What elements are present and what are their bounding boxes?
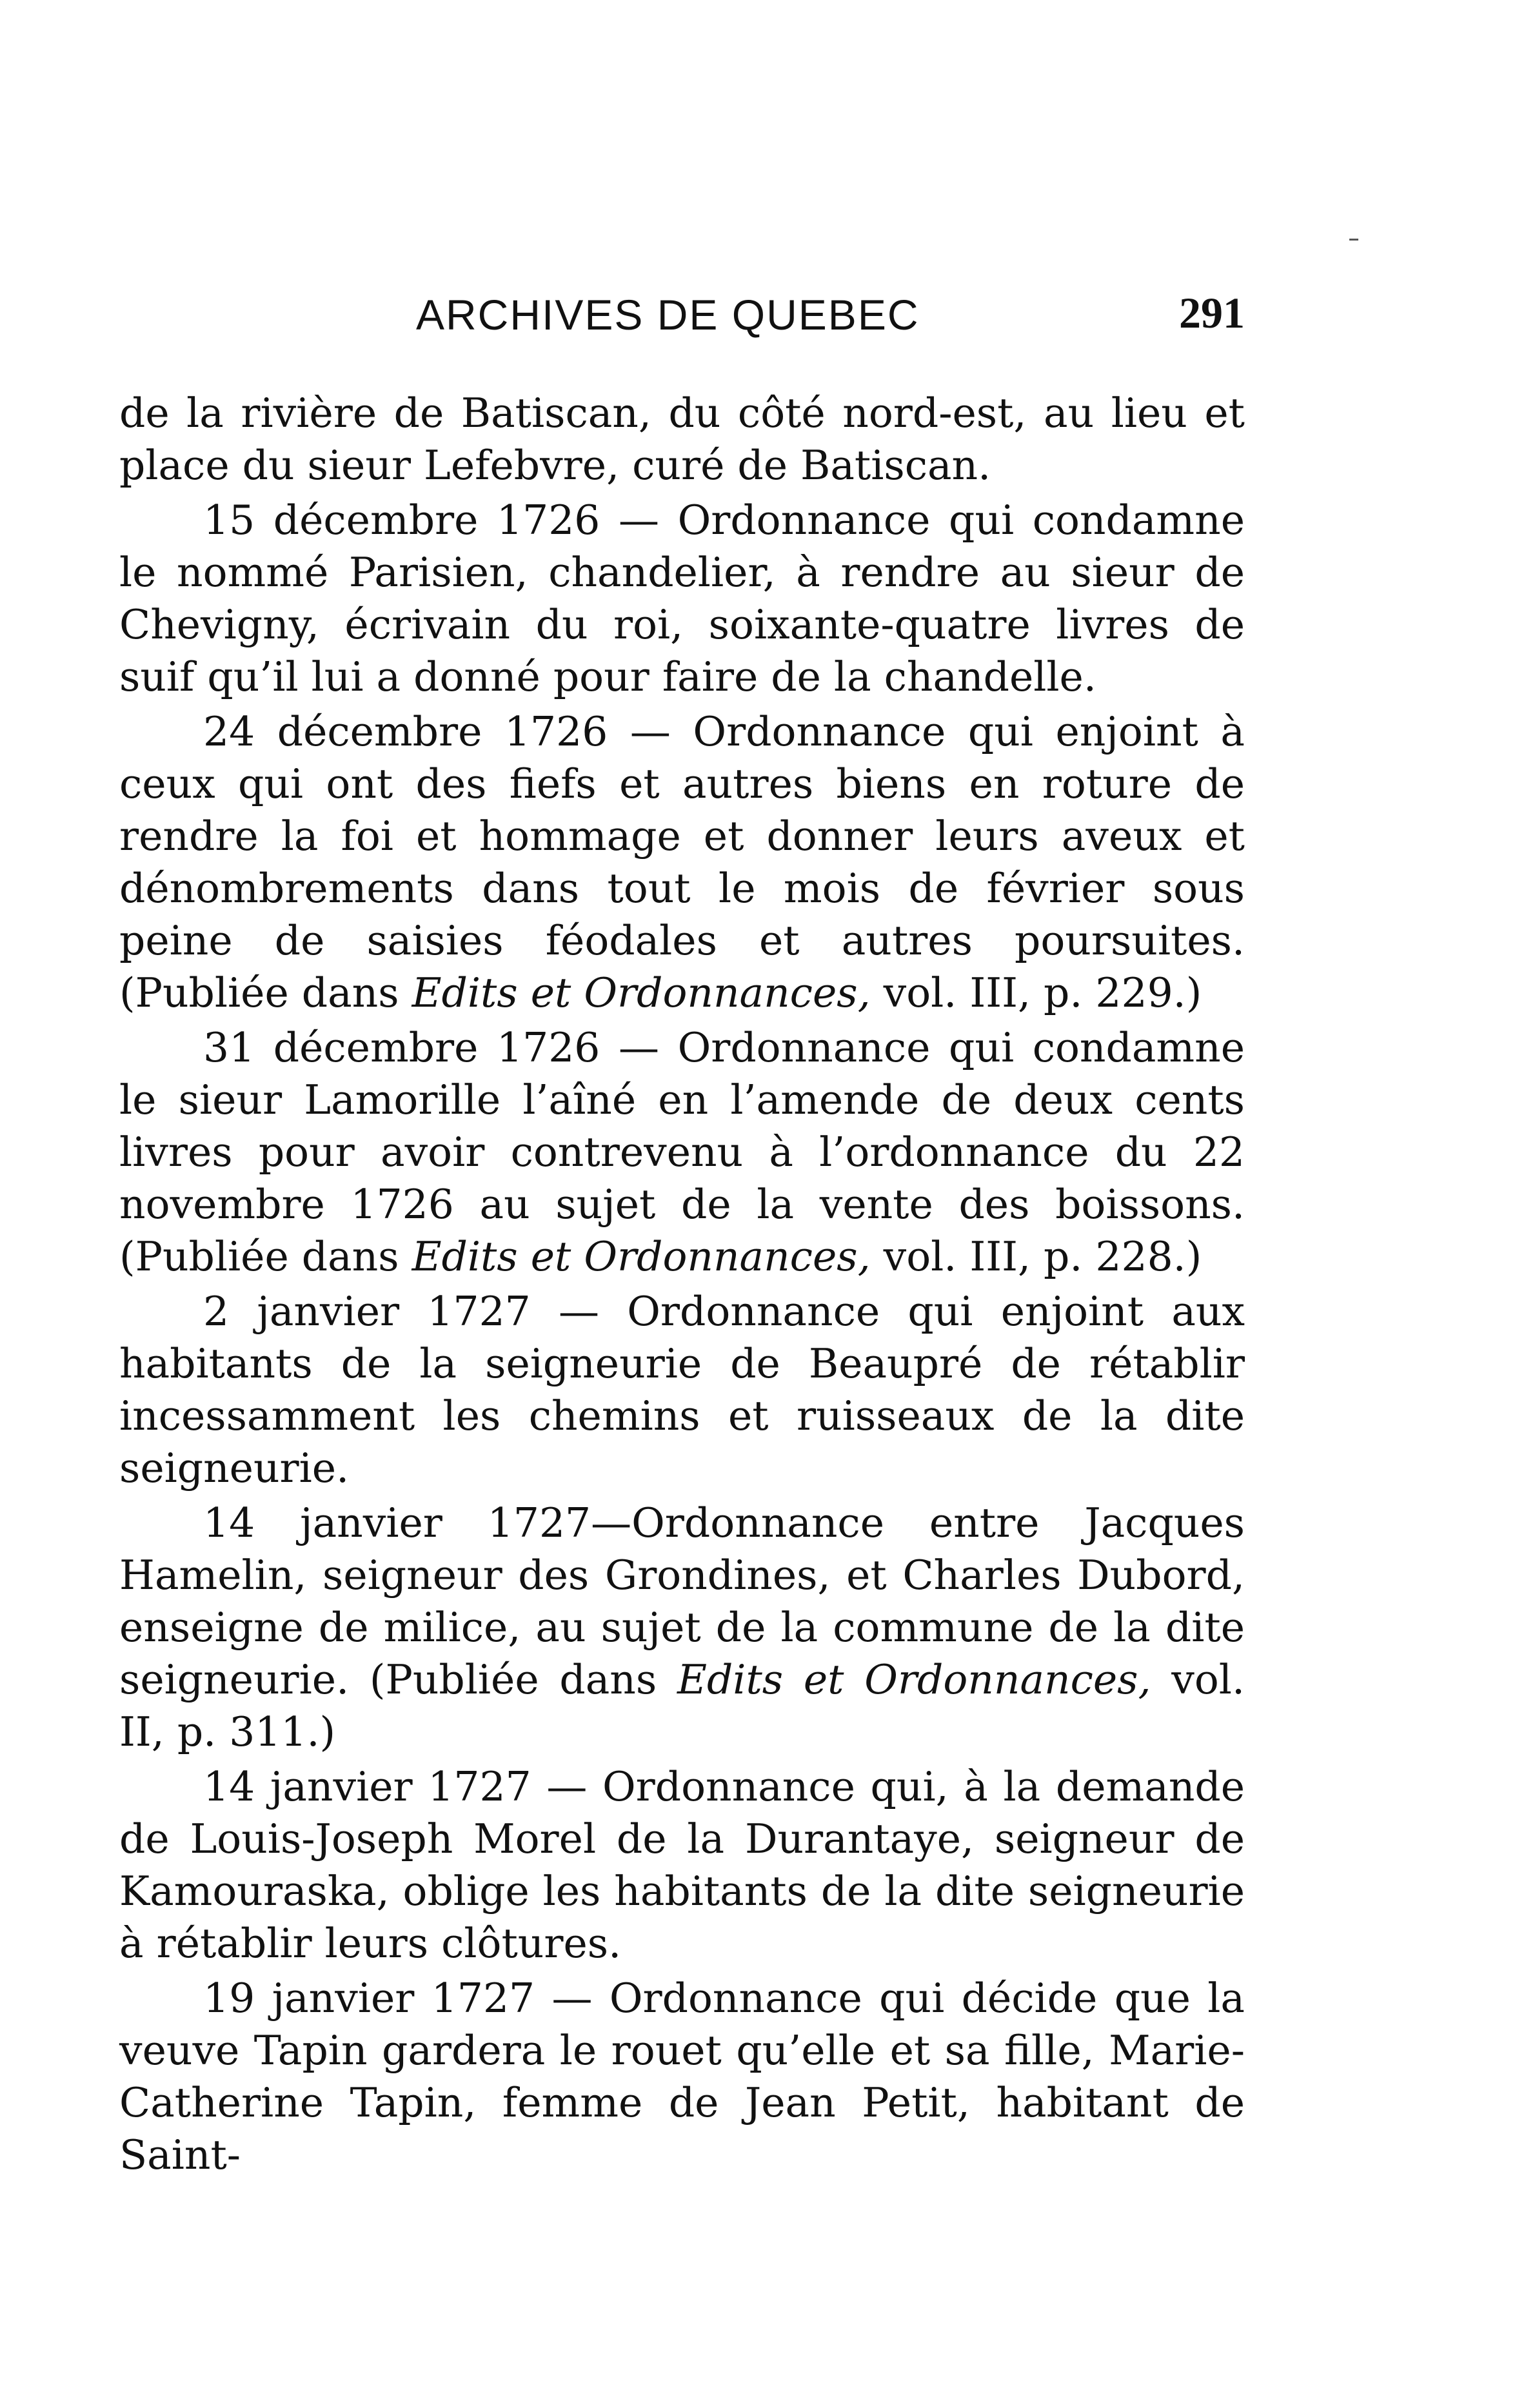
paragraph-text: vol. III, p. 229.) [870,969,1202,1016]
paragraph [119,1285,1245,1494]
paragraph-text: 24 décembre 1726 — Ordonnance qui enjoint à ceux qui ont des fiefs et autres biens en roture de rendre la foi et hommage et donner leurs aveux et dénombrements dans tout le mois de février sous peine de saisies féodales et autres poursuites. (Publiée dans [119,708,1245,1016]
paragraph [119,494,1245,703]
paragraph-text: de la rivière de Batiscan, du côté nord-est, au lieu et place du sieur Lefebvre, curé de Batiscan. [119,390,1245,489]
paragraph-text: 14 janvier 1727—Ordonnance entre Jacques Hamelin, seigneur des Grondines, et Charles Dubord, enseigne de milice, au sujet de la commune de la dite seigneurie. (Publiée dans [119,1499,1245,1703]
paragraph [119,706,1245,1019]
page-header [119,284,1245,355]
paragraph [119,387,1245,491]
italic-citation: Edits et Ordonnances, [677,1656,1151,1703]
paragraph-text: 19 janvier 1727 — Ordonnance qui décide que la veuve Tapin gardera le rouet qu’elle et sa fille, Marie-Catherine Tapin, femme de Jean Petit, habitant de Saint- [119,1975,1245,2178]
italic-citation: Edits et Ordonnances, [411,969,871,1016]
scan-mark [1349,239,1358,241]
document-body [119,387,1245,2184]
italic-citation: Edits et Ordonnances, [411,1233,871,1280]
page-number: 291 [1179,288,1245,337]
paragraph-text: vol. II, p. 311.) [119,1656,1245,1755]
paragraph-text: 14 janvier 1727 — Ordonnance qui, à la demande de Louis-Joseph Morel de la Durantaye, seigneur de Kamouraska, oblige les habitants de la dite seigneurie à rétablir leurs clôtures. [119,1763,1245,1967]
paragraph-text: 31 décembre 1726 — Ordonnance qui condamne le sieur Lamorille l’aîné en l’amende de deux cents livres pour avoir contrevenu à l’ordonnance du 22 novembre 1726 au sujet de la vente des boissons. (Publiée dans [119,1024,1245,1280]
paragraph [119,1021,1245,1283]
paragraph-text: 2 janvier 1727 — Ordonnance qui enjoint aux habitants de la seigneurie de Beaupré de rétablir incessamment les chemins et ruisseaux de la dite seigneurie. [119,1288,1245,1492]
paragraph-text: vol. III, p. 228.) [870,1233,1202,1280]
paragraph [119,1972,1245,2181]
running-head: ARCHIVES DE QUEBEC [416,291,920,339]
paragraph-text: 15 décembre 1726 — Ordonnance qui condamne le nommé Parisien, chandelier, à rendre au sieur de Chevigny, écrivain du roi, soixante-quatre livres de suif qu’il lui a donné pour faire de la chandelle. [119,497,1245,700]
paragraph [119,1761,1245,1969]
paragraph [119,1497,1245,1758]
